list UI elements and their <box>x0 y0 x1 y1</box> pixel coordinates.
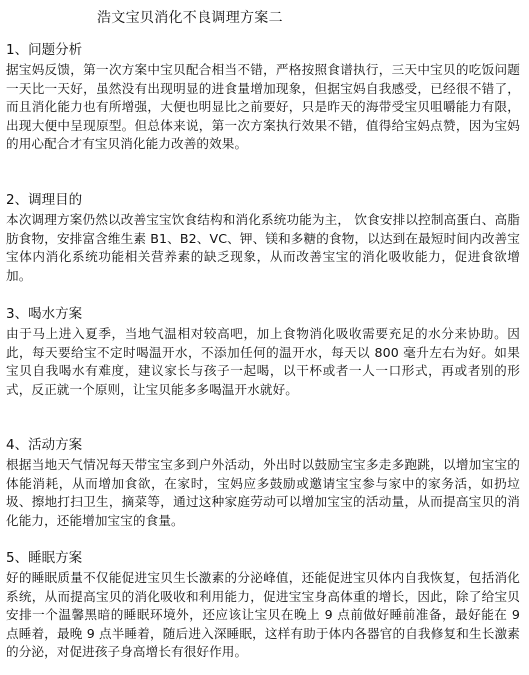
section-body: 据宝妈反馈，第一次方案中宝贝配合相当不错，严格按照食谱执行，三天中宝贝的吃饭问题一天比一天好，虽然没有出现明显的进食量增加现象，但据宝妈自我感受，已经很不错了，而且消化能力也有所增强，大便也明显比之前要好，只是昨天的海带受宝贝咀嚼能力有限，出现大便中呈现原型。但总体来说，第一次方案执行效果不错，值得给宝妈点赞，因为宝妈的用心配合才有宝贝消化能力改善的效果。 <box>6 62 520 152</box>
section-body: 根据当地天气情况每天带宝宝多到户外活动，外出时以鼓励宝宝多走多跑跳，以增加宝宝的体能消耗，从而增加食欲，在家时，宝妈应多鼓励或邀请宝宝参与家中的家务活，如扔垃圾、擦地打扫卫生，摘菜等，通过这种家庭劳动可以增加宝宝的活动量，从而提高宝贝的消化能力，还能增加宝宝的食量。 <box>6 457 520 528</box>
section-body: 好的睡眠质量不仅能促进宝贝生长激素的分泌峰值，还能促进宝贝体内自我恢复，包括消化系统，从而提高宝贝的消化吸收和利用能力，促进宝宝身高体重的增长，因此，除了给宝贝安排一个温馨黑暗的睡眠环境外，还应该让宝贝在晚上 9 点前做好睡前准备，最好能在 9 点睡着，最晚 9 点半睡着，随后进入深睡眠，这样有助于体内各器官的自我修复和生长激素的分泌，对促进孩子身高增长有很好作用。 <box>6 570 520 660</box>
section-body: 由于马上进入夏季，当地气温相对较高吧，加上食物消化吸收需要充足的水分来协助。因此，每天要给宝不定时喝温开水，不添加任何的温开水，每天以 800 毫升左右为好。如果宝贝自我喝水有难度，建议家长与孩子一起喝，以干杯或者一人一口形式，再或者别的形式，反正就一个原则，让宝贝能多多喝温开水就好。 <box>6 326 520 397</box>
section-sleep-plan <box>6 549 520 662</box>
section-heading: 4、活动方案 <box>6 437 83 453</box>
section-body: 本次调理方案仍然以改善宝宝饮食结构和消化系统功能为主， 饮食安排以控制高蛋白、高脂肪食物，安排富含维生素 B1、B2、VC、钾、镁和多糖的食物，以达到在最短时间内改善宝宝体内消化系统功能相关营养素的缺乏现象，从而改善宝宝的消化吸收能力，促进食欲增加。 <box>6 212 520 283</box>
section-heading: 5、睡眠方案 <box>6 550 83 566</box>
section-heading: 2、调理目的 <box>6 192 83 208</box>
section-activity-plan <box>6 436 520 530</box>
document-title: 浩文宝贝消化不良调理方案二 <box>97 10 283 26</box>
section-heading: 1、问题分析 <box>6 42 83 58</box>
section-heading: 3、喝水方案 <box>6 306 83 322</box>
section-adjustment-goal <box>6 191 520 285</box>
section-water-plan <box>6 305 520 399</box>
section-problem-analysis <box>6 41 520 154</box>
